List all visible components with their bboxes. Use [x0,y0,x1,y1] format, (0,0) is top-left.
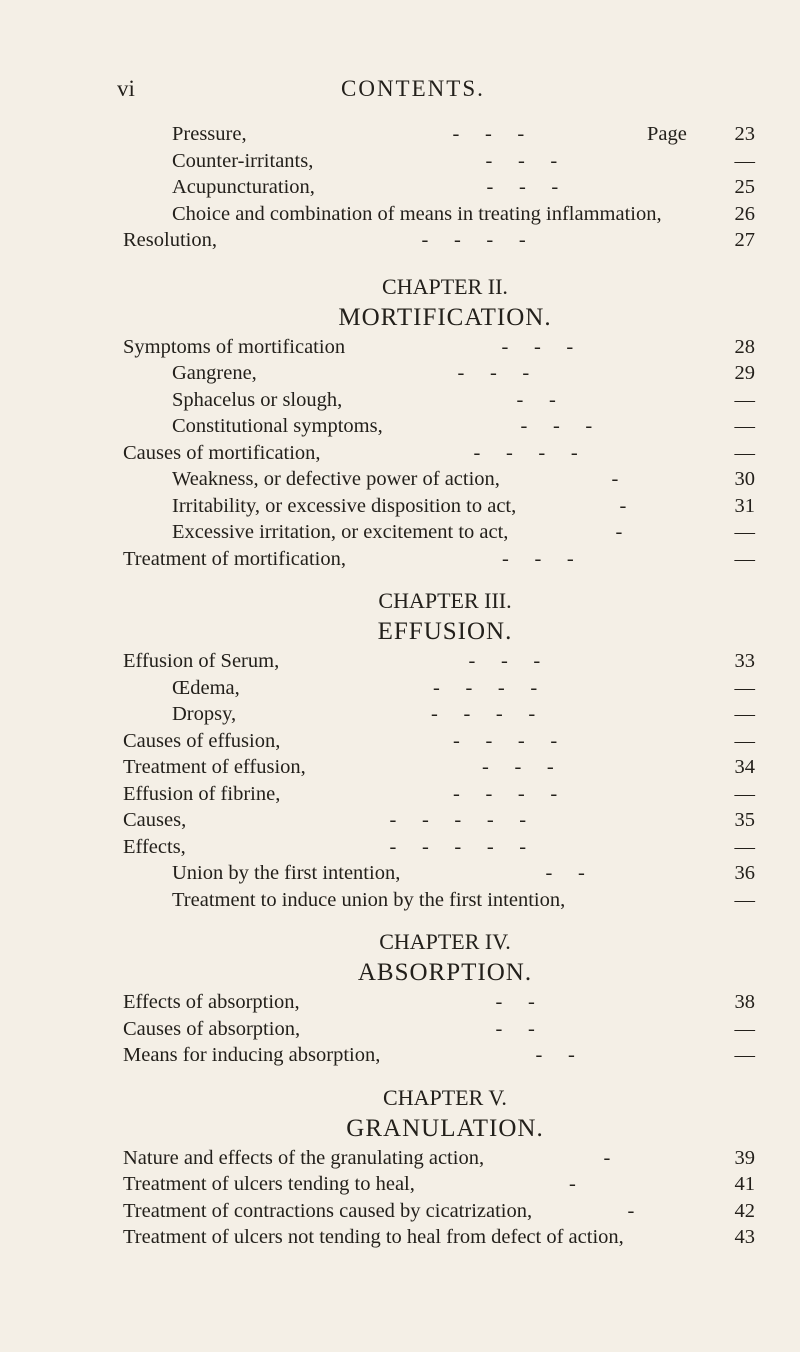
toc-leader-dashes: - [603,1146,611,1169]
toc-entry-title: Constitutional symptoms, [172,415,383,437]
toc-entry-title: Pressure, [172,123,247,145]
toc-entry-page: 41 [734,1173,755,1195]
toc-entry [0,227,800,254]
toc-entry-title: Causes of mortification, [123,441,321,464]
toc-entry-title: Treatment of effusion, [123,756,306,778]
toc-entry-page: 29 [734,362,755,384]
chapter-number: CHAPTER V. [383,1084,507,1110]
toc-leader-dashes: - - - - [453,729,558,752]
toc-entry-title: Effusion of fibrine, [123,782,281,805]
toc-entry-title: Excessive irritation, or excitement to act, [172,521,509,543]
toc-entry [0,648,800,675]
toc-leader-dashes: - - - [468,650,541,672]
chapter-title: ABSORPTION. [357,959,533,986]
toc-entry-title: Effects, [123,835,186,858]
toc-entry-page: — [734,729,755,752]
chapter-number: CHAPTER IV. [379,929,511,954]
toc-entry [0,807,800,834]
toc-entry [0,413,800,440]
toc-leader-dashes: - - [516,388,556,411]
toc-leader-dashes: - - [535,1044,575,1066]
toc-entry [0,834,800,861]
toc-entry-page: 43 [734,1226,755,1248]
toc-entry [0,174,800,201]
toc-entry-title: Sphacelus or slough, [172,388,343,411]
toc-entry [0,1198,800,1225]
toc-entry-page: 35 [734,809,755,831]
toc-entry [0,387,800,414]
toc-entry-title: Resolution, [123,229,217,251]
toc-entry-page: 36 [734,862,755,884]
toc-entry [0,334,800,361]
chapter-title: EFFUSION. [377,618,513,645]
toc-leader-dashes: - - - [485,149,558,172]
toc-entry-page: 31 [734,494,755,517]
toc-leader-dashes: - [615,521,623,543]
toc-entry [0,1224,800,1251]
toc-leader-dashes: - - - [486,176,559,198]
toc-entry-page: — [734,149,755,172]
toc-entry [0,201,800,228]
toc-entry [0,675,800,702]
toc-entry-page: 33 [734,650,755,672]
toc-entry [0,754,800,781]
toc-entry-page: — [734,1044,755,1066]
toc-entry-title: Causes of absorption, [123,1017,301,1040]
toc-entry [0,1042,800,1069]
toc-leader-dashes: - [619,494,627,517]
toc-entry-page: 23 [734,123,755,145]
toc-entry [0,360,800,387]
toc-entry-title: Causes of effusion, [123,729,281,752]
toc-entry-title: Treatment of ulcers not tending to heal from defect of action, [123,1226,624,1248]
toc-leader-dashes: - - [495,1017,535,1040]
toc-leader-dashes: - - - [482,756,554,778]
toc-entry-page: 25 [734,176,755,198]
page-column-label: Page [647,123,687,145]
toc-entry-title: Means for inducing absorption, [123,1044,381,1066]
toc-leader-dashes: - [627,1199,635,1222]
table-of-contents [0,121,800,1251]
toc-entry-title: Irritability, or excessive disposition to act, [172,494,517,517]
toc-entry [0,887,800,914]
toc-entry-page: — [734,835,755,858]
toc-entry-page: — [734,1017,755,1040]
toc-leader-dashes: - [611,468,619,490]
toc-entry-page: 26 [734,202,755,225]
toc-leader-dashes: - - - - [433,676,538,699]
toc-entry-title: Acupuncturation, [172,176,315,198]
toc-entry-page: 28 [734,335,755,358]
toc-entry [0,148,800,175]
toc-entry-page: — [734,676,755,699]
toc-entry-title: Causes, [123,809,187,831]
running-title: CONTENTS. [341,76,485,101]
toc-entry [0,1171,800,1198]
toc-entry [0,1145,800,1172]
toc-entry-title: Choice and combination of means in treating inflammation, [172,202,662,225]
toc-entry [0,1016,800,1043]
toc-leader-dashes: - - - - [431,703,536,725]
toc-leader-dashes: - - [495,991,535,1013]
toc-leader-dashes: - - [545,862,585,884]
toc-entry [0,989,800,1016]
toc-leader-dashes: - - - [502,547,574,570]
toc-leader-dashes: - - - [452,123,525,145]
toc-entry-title: Treatment of ulcers tending to heal, [123,1173,415,1195]
toc-entry-title: Treatment of contractions caused by cicatrization, [123,1199,533,1222]
page-number: vi [117,76,135,101]
toc-leader-dashes: - - - [457,362,530,384]
toc-entry-title: Effects of absorption, [123,991,300,1013]
toc-entry [0,519,800,546]
toc-entry-page: 27 [734,229,755,251]
toc-entry-title: Union by the first intention, [172,862,401,884]
toc-entry-page: — [734,782,755,805]
toc-leader-dashes: - - - [520,415,593,437]
toc-entry-page: — [734,388,755,411]
toc-leader-dashes: - [569,1173,576,1195]
toc-entry [0,493,800,520]
toc-entry-title: Gangrene, [172,362,257,384]
toc-entry [0,701,800,728]
chapter-title: MORTIFICATION. [338,303,552,331]
toc-entry-page: — [734,888,755,911]
toc-entry [0,440,800,467]
toc-entry [0,466,800,493]
toc-entry-page: — [734,703,755,725]
chapter-number: CHAPTER III. [378,588,512,613]
toc-leader-dashes: - - - - [453,782,558,805]
toc-entry-page: 42 [734,1199,755,1222]
toc-leader-dashes: - - - - - [389,835,527,858]
toc-entry-title: Effusion of Serum, [123,650,280,672]
toc-leader-dashes: - - - - [473,441,578,464]
toc-entry-page: — [734,415,755,437]
toc-entry-page: 30 [734,468,755,490]
toc-entry-title: Treatment to induce union by the first intention, [172,888,566,911]
toc-entry-page: 38 [734,991,755,1013]
toc-leader-dashes: - - - - [421,229,526,251]
toc-entry-title: Treatment of mortification, [123,547,346,570]
toc-entry [0,546,800,573]
toc-entry-page: 39 [734,1146,755,1169]
toc-entry-title: Counter-irritants, [172,149,314,172]
chapter-title: GRANULATION. [346,1114,544,1142]
toc-entry-page: 34 [734,756,755,778]
toc-entry-page: — [734,521,755,543]
toc-leader-dashes: - - - - - [389,809,527,831]
running-header [117,76,677,106]
toc-entry-title: Symptoms of mortification [123,335,346,358]
toc-entry [0,860,800,887]
toc-entry [0,728,800,755]
toc-entry-page: — [734,441,755,464]
toc-leader-dashes: - - - [501,335,574,358]
toc-entry-title: Nature and effects of the granulating action, [123,1146,485,1169]
toc-entry-title: Dropsy, [172,703,237,725]
toc-entry-page: — [734,547,755,570]
toc-entry [0,781,800,808]
toc-entry-title: Œdema, [172,676,240,699]
toc-entry-title: Weakness, or defective power of action, [172,468,500,490]
toc-entry [0,121,800,148]
chapter-number: CHAPTER II. [382,273,508,299]
